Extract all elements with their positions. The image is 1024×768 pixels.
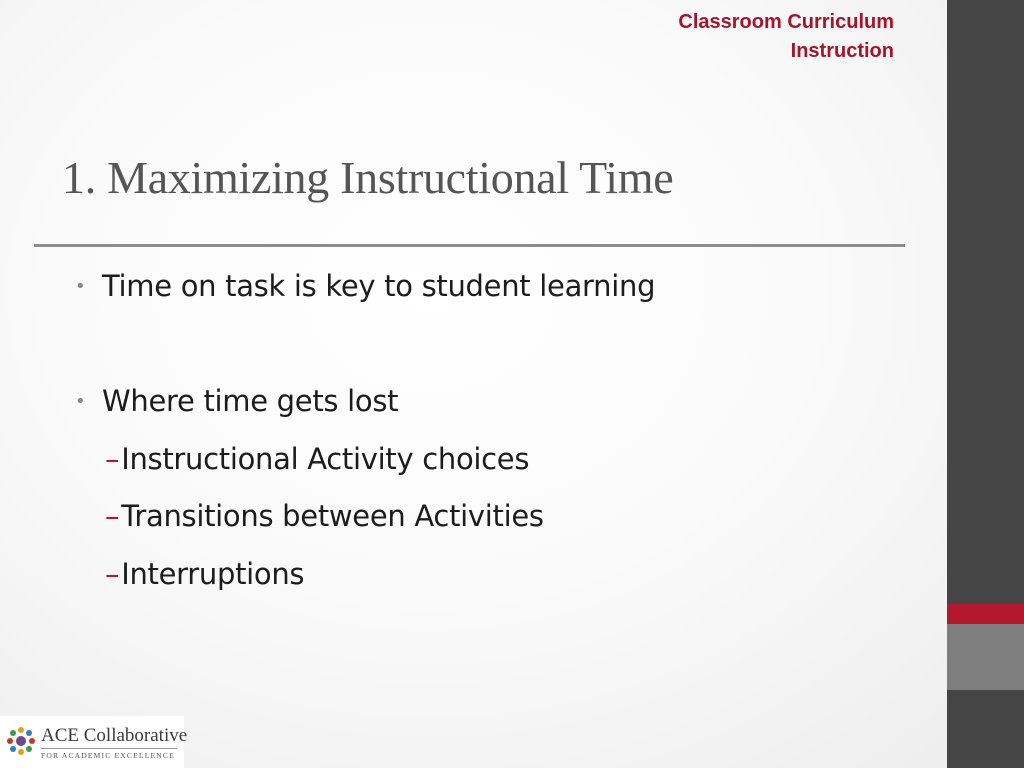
logo-tagline: FOR ACADEMIC EXCELLENCE [41, 751, 175, 760]
sub-bullet-text: Instructional Activity choices [121, 442, 530, 476]
logo-name: ACE Collaborative [41, 725, 188, 746]
sub-bullet-text: Transitions between Activities [121, 499, 544, 533]
bullet-text: Where time gets lost [102, 384, 399, 418]
sub-bullet-text: Interruptions [121, 557, 305, 591]
slide-title: 1. Maximizing Instructional Time [62, 152, 674, 203]
header-line-2: Instruction [790, 40, 894, 62]
bullet-item [75, 268, 656, 304]
bullet-marker: • [75, 276, 86, 297]
sub-bullet-item [105, 556, 304, 592]
side-bar-grey-block [947, 624, 1024, 690]
dash-marker: – [105, 557, 120, 591]
bullet-text: Time on task is key to student learning [102, 269, 656, 303]
sub-bullet-item [105, 441, 529, 477]
sub-bullet-item [105, 498, 544, 534]
dash-marker: – [105, 499, 120, 533]
dash-marker: – [105, 442, 120, 476]
ace-logo-icon [6, 726, 36, 756]
bullet-marker: • [75, 391, 86, 412]
side-bar-accent-stripe [947, 604, 1024, 624]
bullet-item [75, 383, 399, 419]
side-bar [947, 0, 1024, 768]
ace-logo [0, 716, 188, 768]
header-line-1: Classroom Curriculum [678, 11, 894, 33]
logo-rule [41, 748, 177, 749]
